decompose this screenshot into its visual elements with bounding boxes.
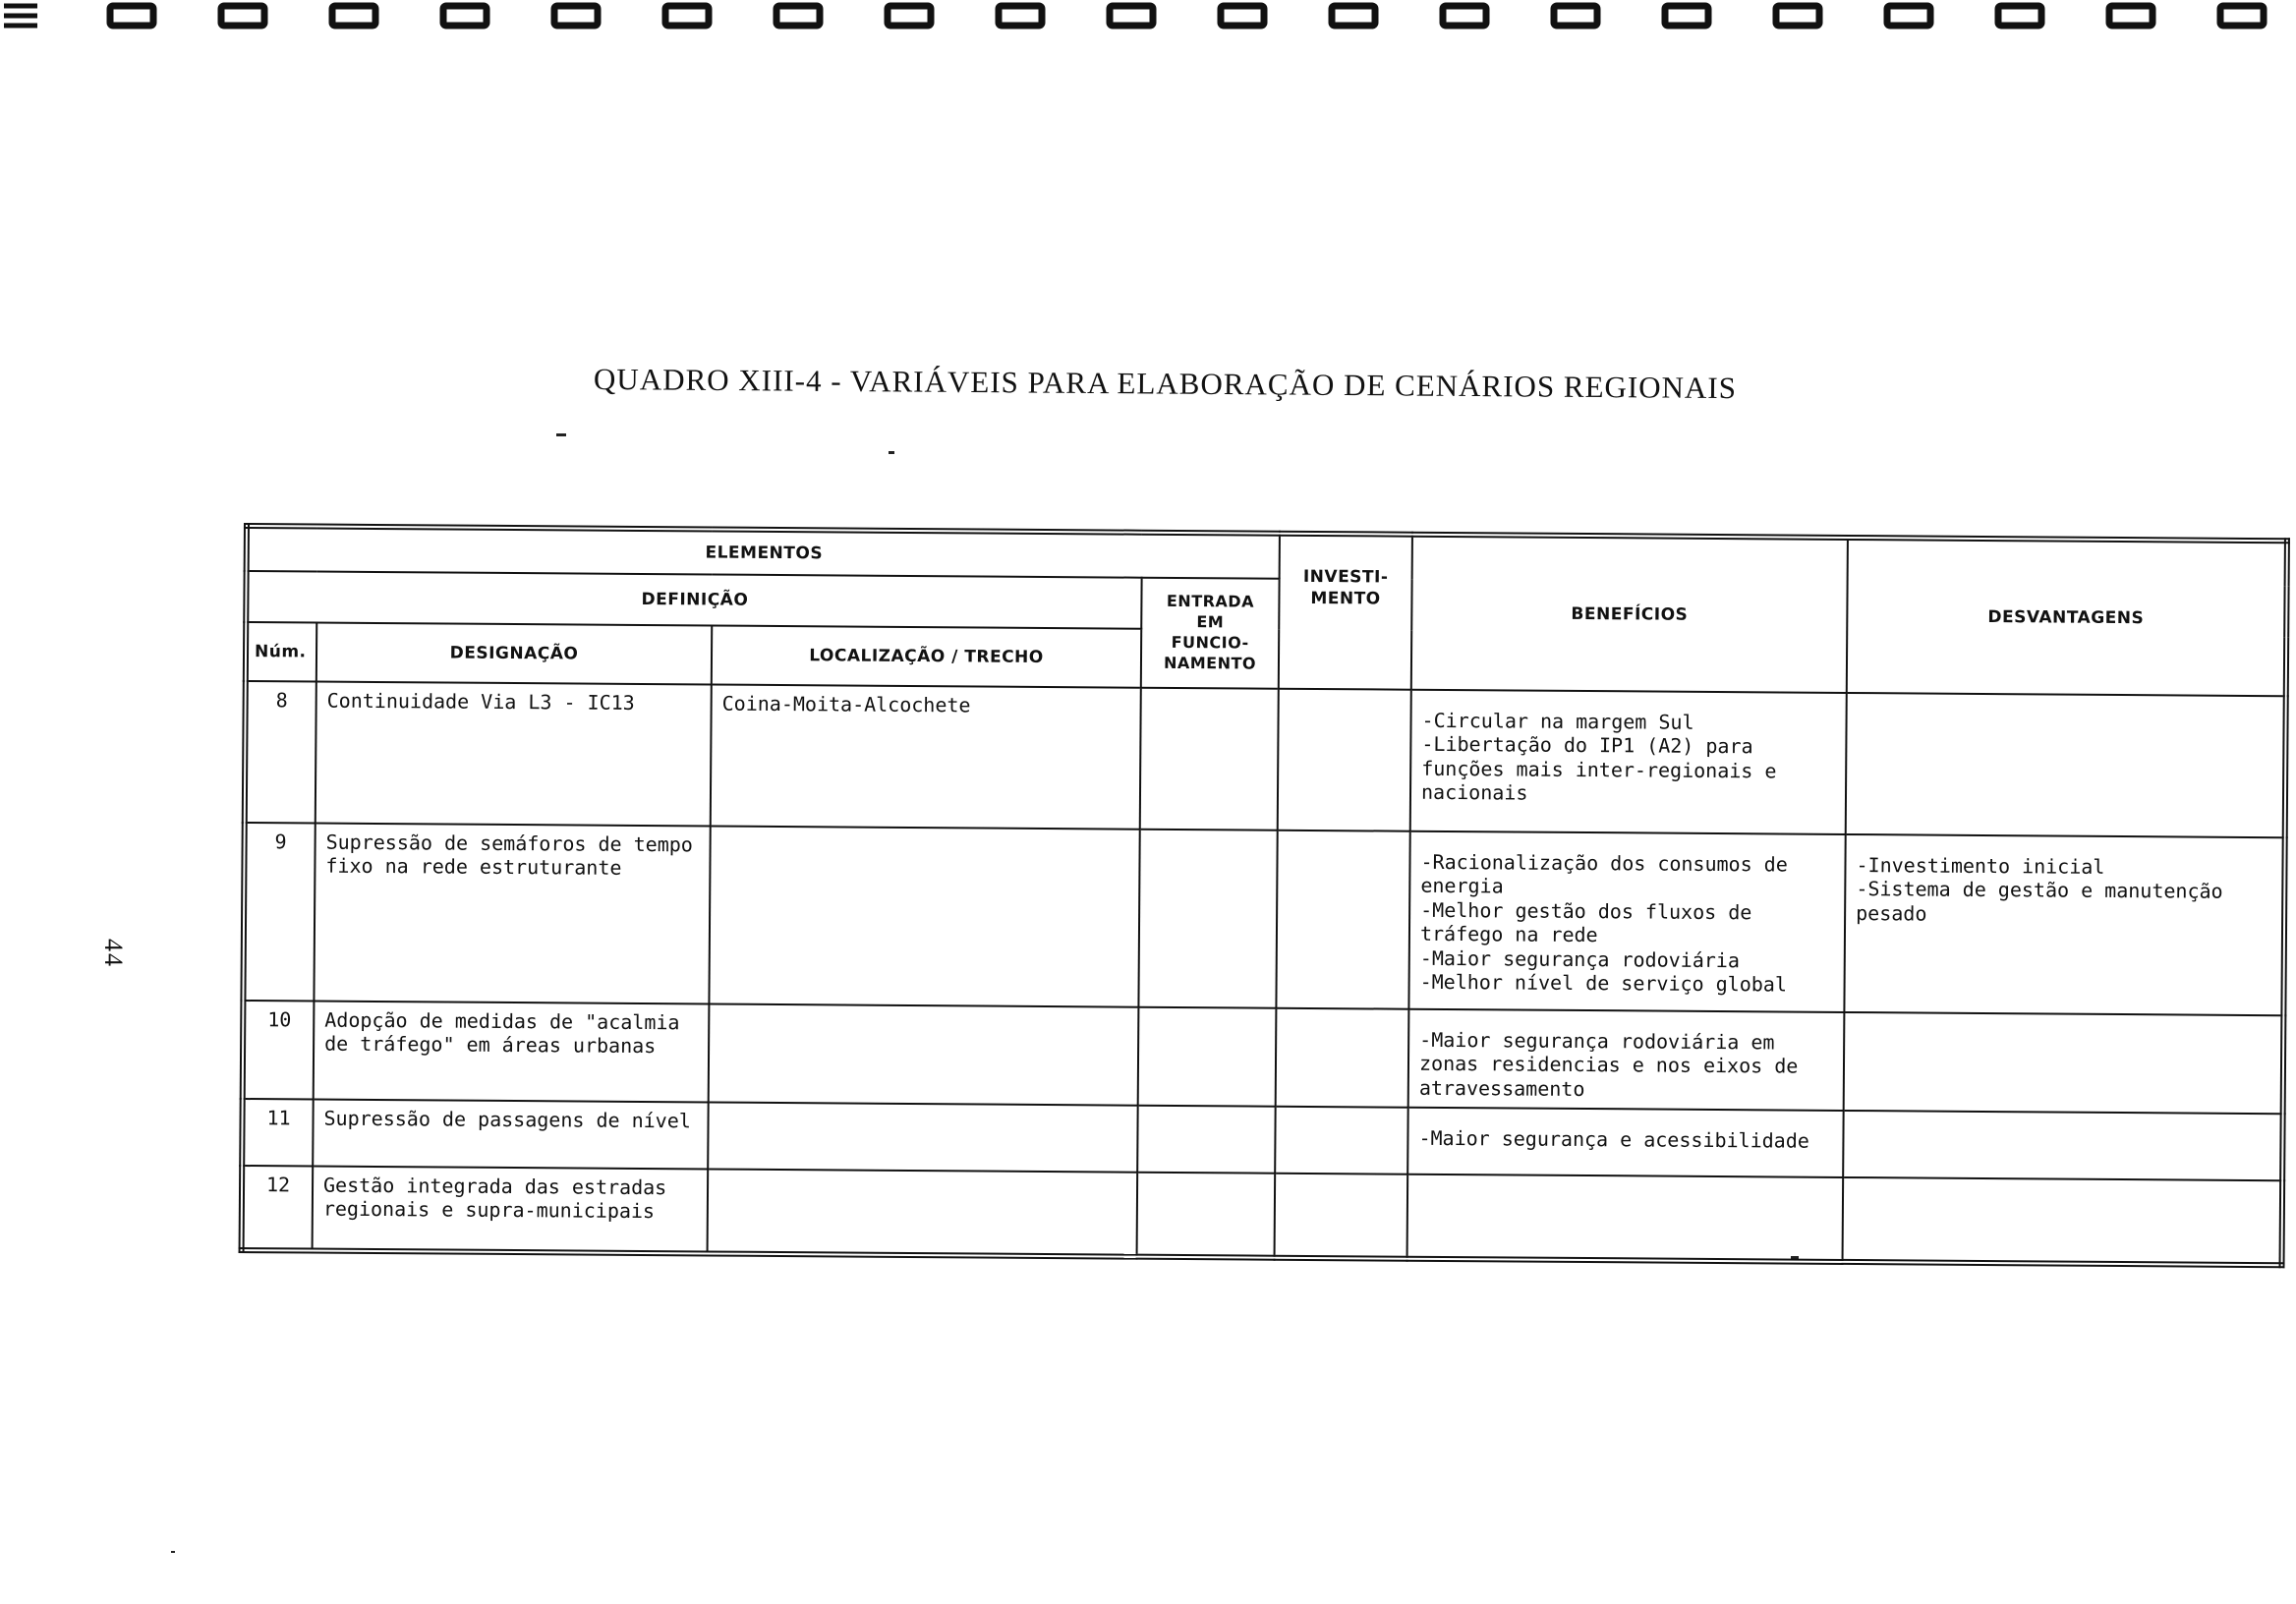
header-entrada-line3: FUNCIO-	[1171, 632, 1249, 653]
row-localizacao: Coina-Moita-Alcochete	[711, 684, 1141, 829]
page-title: QUADRO XIII-4 - VARIÁVEIS PARA ELABORAÇÃO DE CENÁRIOS REGIONAIS	[593, 362, 1738, 406]
binder-hole-icon	[1443, 6, 1486, 26]
binder-hole-icon	[1110, 6, 1153, 26]
binder-hole-icon	[1554, 6, 1597, 26]
header-investimento	[1279, 534, 1412, 690]
row-desvantagens	[1844, 834, 2284, 1015]
quadro-table-wrapper	[239, 523, 2284, 1268]
row-designacao: Supressão de semáforos de tempo fixo na rede estruturante	[314, 824, 710, 1004]
row-beneficios	[1408, 831, 1845, 1012]
benefit-item: -Maior segurança rodoviária	[1419, 945, 1741, 972]
row-investimento	[1275, 1107, 1407, 1174]
row-beneficios	[1408, 1009, 1845, 1111]
row-localizacao	[709, 826, 1139, 1006]
row-designacao: Supressão de passagens de nível	[313, 1100, 708, 1170]
binder-hole-icon	[2109, 6, 2152, 26]
row-beneficios	[1407, 1174, 1844, 1262]
row-num: 12	[242, 1166, 314, 1251]
row-num: 11	[242, 1099, 313, 1167]
disadvantage-item: -Investimento inicial	[1856, 853, 2105, 879]
header-beneficios: BENEFÍCIOS	[1411, 535, 1848, 693]
row-designacao: Continuidade Via L3 - IC13	[316, 682, 712, 827]
header-entrada-line1: ENTRADA	[1166, 592, 1255, 611]
benefit-item: -Melhor gestão dos fluxos de tráfego na rede	[1419, 897, 1752, 947]
page-number: 44	[99, 939, 128, 968]
header-investimento-line2: MENTO	[1310, 589, 1381, 609]
table-row	[243, 823, 2284, 1015]
row-entrada	[1138, 830, 1277, 1008]
binder-hole-icon	[443, 6, 487, 26]
binder-hole-icon	[1665, 6, 1708, 26]
row-localizacao	[708, 1169, 1138, 1256]
benefit-item: -Maior segurança e acessibilidade	[1418, 1125, 1809, 1153]
header-definicao: DEFINIÇÃO	[246, 571, 1141, 629]
row-desvantagens	[1843, 1177, 2283, 1265]
row-investimento	[1276, 831, 1409, 1009]
row-num: 9	[243, 823, 315, 1002]
row-localizacao	[708, 1102, 1137, 1172]
row-num: 8	[245, 681, 316, 824]
binder-hole-icon	[999, 6, 1042, 26]
row-localizacao	[709, 1003, 1139, 1105]
binder-hole-icon	[110, 6, 153, 26]
row-investimento	[1275, 1174, 1408, 1259]
row-entrada	[1140, 688, 1279, 831]
table-header	[246, 526, 2287, 696]
row-entrada	[1138, 1007, 1277, 1107]
binder-hole-icon	[1998, 6, 2041, 26]
benefit-item: -Melhor nível de serviço global	[1419, 969, 1788, 997]
row-investimento	[1278, 689, 1411, 831]
row-entrada	[1137, 1173, 1276, 1258]
header-entrada-funcionamento	[1141, 578, 1280, 689]
header-localizacao: LOCALIZAÇÃO / TRECHO	[712, 625, 1141, 687]
binder-hole-icon	[2220, 6, 2264, 26]
binder-hole-icon	[1332, 6, 1375, 26]
binder-hole-icon	[1887, 6, 1930, 26]
header-designacao: DESIGNAÇÃO	[316, 623, 712, 685]
row-desvantagens	[1844, 1012, 2284, 1114]
header-elementos: ELEMENTOS	[247, 526, 1280, 579]
binder-hole-icon	[888, 6, 931, 26]
header-entrada-line2: EM	[1196, 612, 1225, 632]
table-row	[245, 681, 2286, 837]
row-beneficios	[1410, 690, 1847, 834]
header-investimento-line1: INVESTI-	[1302, 566, 1389, 588]
binder-strip	[0, 0, 2296, 33]
binder-hole-icon	[554, 6, 598, 26]
row-designacao: Gestão integrada das estradas regionais e supra-municipais	[313, 1167, 709, 1254]
table-body	[242, 681, 2286, 1265]
row-desvantagens	[1846, 693, 2286, 837]
table-row	[243, 1001, 2284, 1114]
benefit-item: -Circular na margem Sul	[1421, 708, 1694, 734]
binder-hole-icon	[221, 6, 264, 26]
row-designacao: Adopção de medidas de "acalmia de tráfego" em áreas urbanas	[314, 1002, 710, 1103]
row-entrada	[1137, 1106, 1276, 1174]
header-num: Núm.	[246, 622, 316, 682]
header-desvantagens: DESVANTAGENS	[1847, 538, 2287, 696]
table-row	[242, 1166, 2283, 1265]
row-desvantagens	[1843, 1111, 2282, 1180]
binder-hole-icon	[332, 6, 375, 26]
header-entrada-line4: NAMENTO	[1163, 653, 1257, 673]
benefit-item: -Libertação do IP1 (A2) para funções mais inter-regionais e nacionais	[1420, 732, 1777, 805]
row-beneficios	[1407, 1108, 1843, 1177]
binder-hole-icon	[1221, 6, 1264, 26]
binder-holes-icon	[0, 0, 2296, 33]
disadvantage-item: -Sistema de gestão e manutenção pesado	[1856, 877, 2223, 926]
binder-hole-icon	[776, 6, 820, 26]
row-investimento	[1276, 1008, 1409, 1108]
binder-hole-icon	[1776, 6, 1819, 26]
binder-hole-icon	[665, 6, 709, 26]
row-num: 10	[243, 1001, 315, 1100]
benefit-item: -Racionalização dos consumos de energia	[1420, 849, 1788, 898]
benefit-item: -Maior segurança rodoviária em zonas residencias e nos eixos de atravessamento	[1418, 1027, 1799, 1101]
quadro-table	[239, 523, 2290, 1268]
